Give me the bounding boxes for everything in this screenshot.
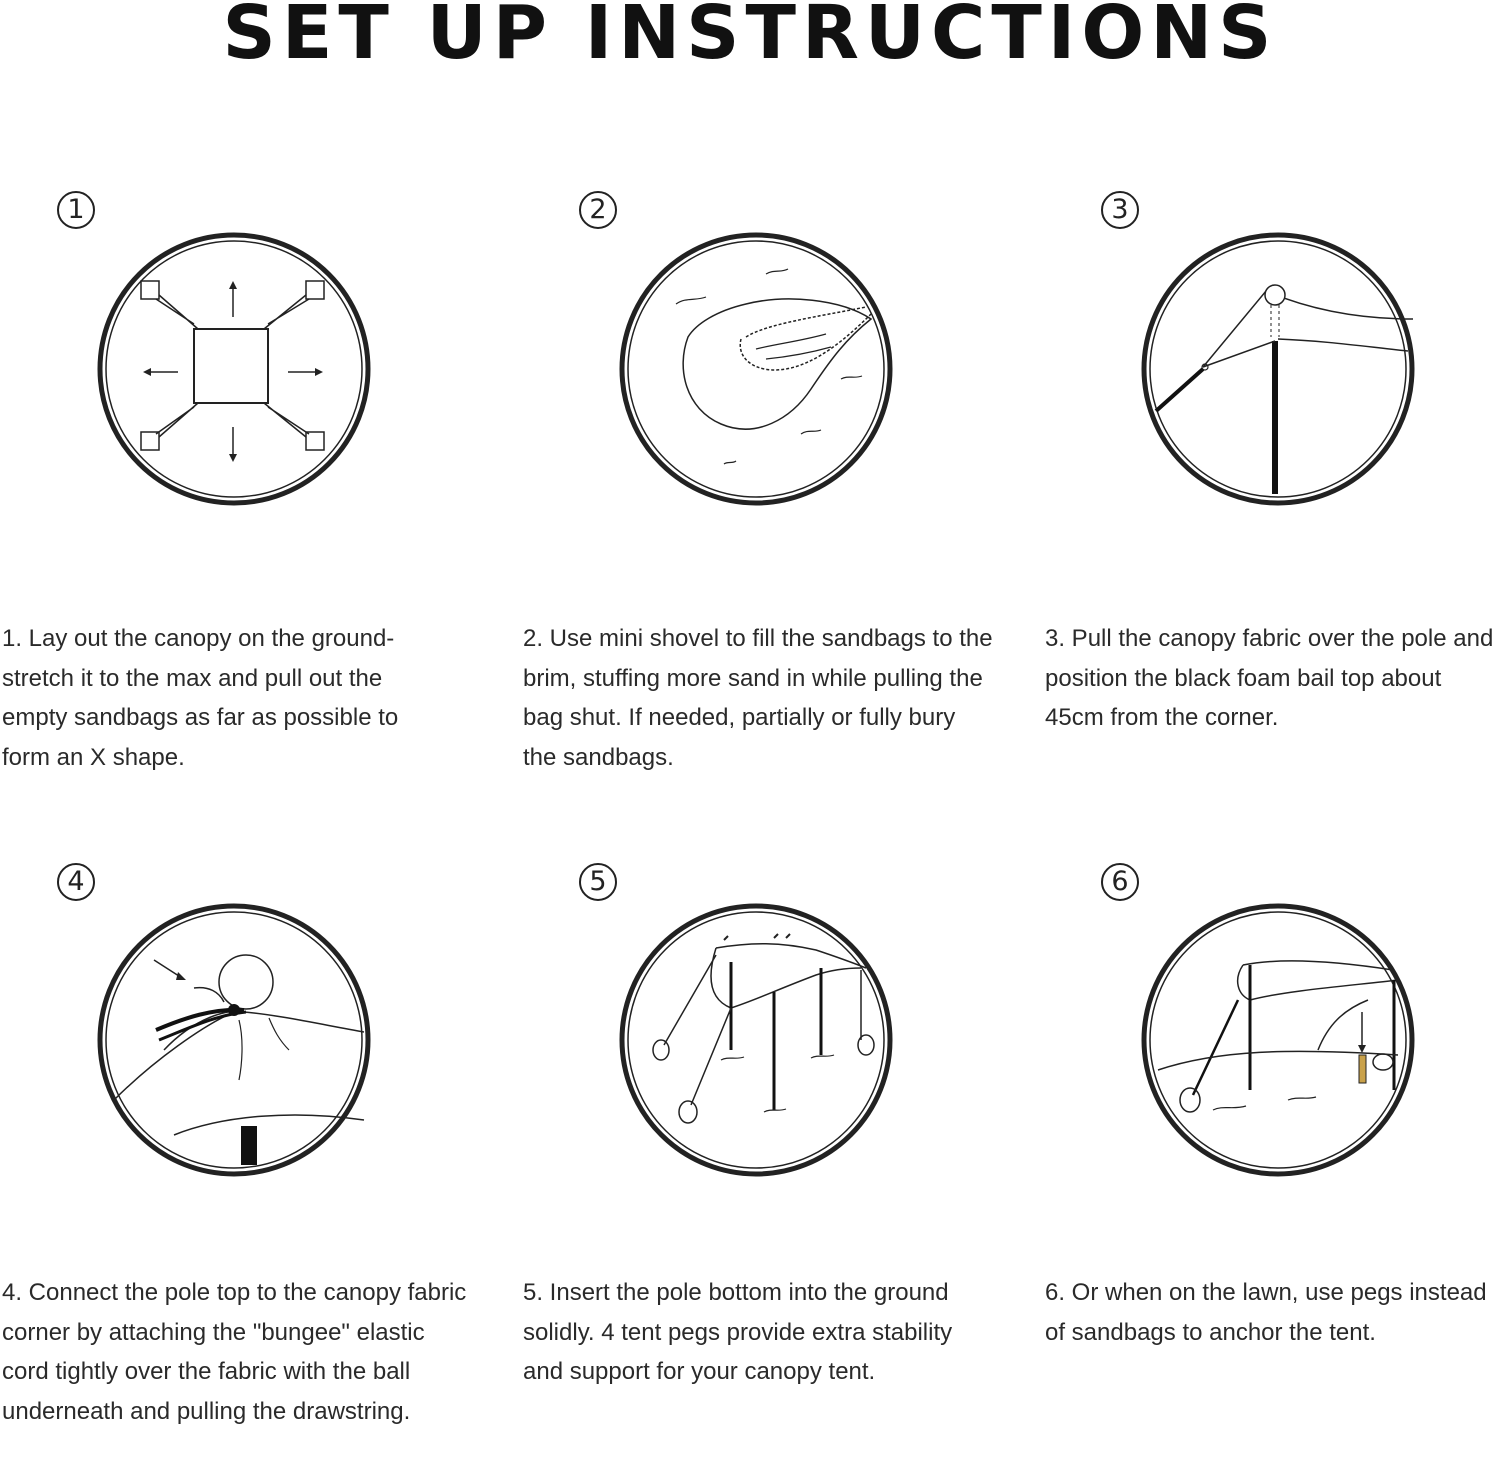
step-4-description: 4. Connect the pole top to the canopy fabric corner by attaching the "bungee" elastic cord tightly over the fabric with the ball underneath and pulling the drawstring. [2, 1279, 467, 1425]
step-2-description: 2. Use mini shovel to fill the sandbags to the brim, stuffing more sand in while pulling the bag shut. If needed, partially or fully bury the sandbags. [523, 625, 993, 771]
page-title: SET UP INSTRUCTIONS [222, 0, 1278, 76]
step-3-number: 3 [1101, 191, 1139, 229]
step-6-number: 6 [1101, 863, 1139, 901]
step-5-description: 5. Insert the pole bottom into the ground solidly. 4 tent pegs provide extra stability and support for your canopy tent. [523, 1279, 953, 1385]
step-3-description: 3. Pull the canopy fabric over the pole and position the black foam bail top about 45cm from the corner. [1045, 625, 1494, 731]
lawn-pegs-illustration [1138, 900, 1418, 1180]
bungee-cord-illustration [94, 900, 374, 1180]
step-2-number: 2 [579, 191, 617, 229]
sandbag-filling-illustration [616, 229, 896, 509]
pole-fabric-illustration [1138, 229, 1418, 509]
step-1-description: 1. Lay out the canopy on the ground-stretch it to the max and pull out the empty sandbags as far as possible to form an X shape. [2, 625, 399, 771]
canopy-layout-illustration [94, 229, 374, 509]
step-1-number: 1 [57, 191, 95, 229]
step-5-number: 5 [579, 863, 617, 901]
step-6-description: 6. Or when on the lawn, use pegs instead of sandbags to anchor the tent. [1045, 1279, 1487, 1346]
pole-insertion-illustration [616, 900, 896, 1180]
step-4-number: 4 [57, 863, 95, 901]
